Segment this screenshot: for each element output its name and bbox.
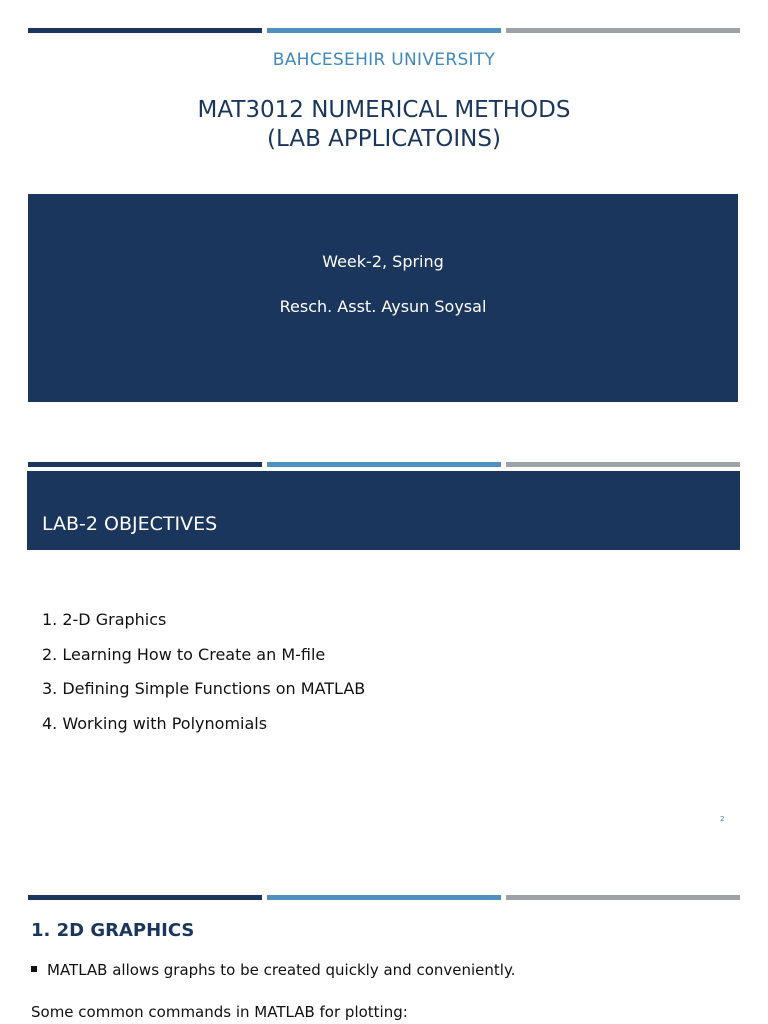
square-bullet-icon — [31, 966, 37, 972]
slide1-accent-bar-navy — [28, 28, 262, 33]
slide2-accent-bar-blue — [267, 462, 501, 467]
objective-item: 2. Learning How to Create an M-file — [42, 644, 326, 664]
slide1-accent-bar-grey — [506, 28, 740, 33]
course-title-line1: MAT3012 NUMERICAL METHODS — [197, 97, 571, 123]
objectives-header-band — [27, 471, 740, 550]
objective-item: 1. 2-D Graphics — [42, 610, 167, 629]
slide3-accent-bar-blue — [267, 895, 501, 900]
slide2-accent-bar-grey — [506, 462, 740, 467]
slide1-accent-bar-blue — [267, 28, 501, 33]
slide2-accent-bar-navy — [28, 462, 262, 467]
objectives-heading: LAB-2 OBJECTIVES — [42, 513, 218, 535]
slide3-accent-bar-grey — [506, 895, 740, 900]
objective-item: 4. Working with Polynomials — [42, 713, 268, 733]
bullet-text: MATLAB allows graphs to be created quickly and conveniently. — [47, 961, 516, 979]
bullet-point — [31, 961, 515, 979]
author-label: Resch. Asst. Aysun Soysal — [279, 297, 487, 316]
slide3-accent-bar-navy — [28, 895, 262, 900]
week-label: Week-2, Spring — [322, 252, 444, 271]
section-heading: 1. 2D GRAPHICS — [31, 920, 195, 941]
objectives-list — [42, 603, 365, 741]
course-title — [0, 96, 768, 154]
page-number: 2 — [720, 815, 725, 823]
university-name: BAHCESEHIR UNIVERSITY — [272, 50, 496, 70]
course-title-line2: (LAB APPLICATOINS) — [267, 126, 501, 152]
title-panel — [28, 194, 738, 402]
body-text: Some common commands in MATLAB for plotting: — [31, 1003, 408, 1021]
objective-item: 3. Defining Simple Functions on MATLAB — [42, 679, 366, 699]
